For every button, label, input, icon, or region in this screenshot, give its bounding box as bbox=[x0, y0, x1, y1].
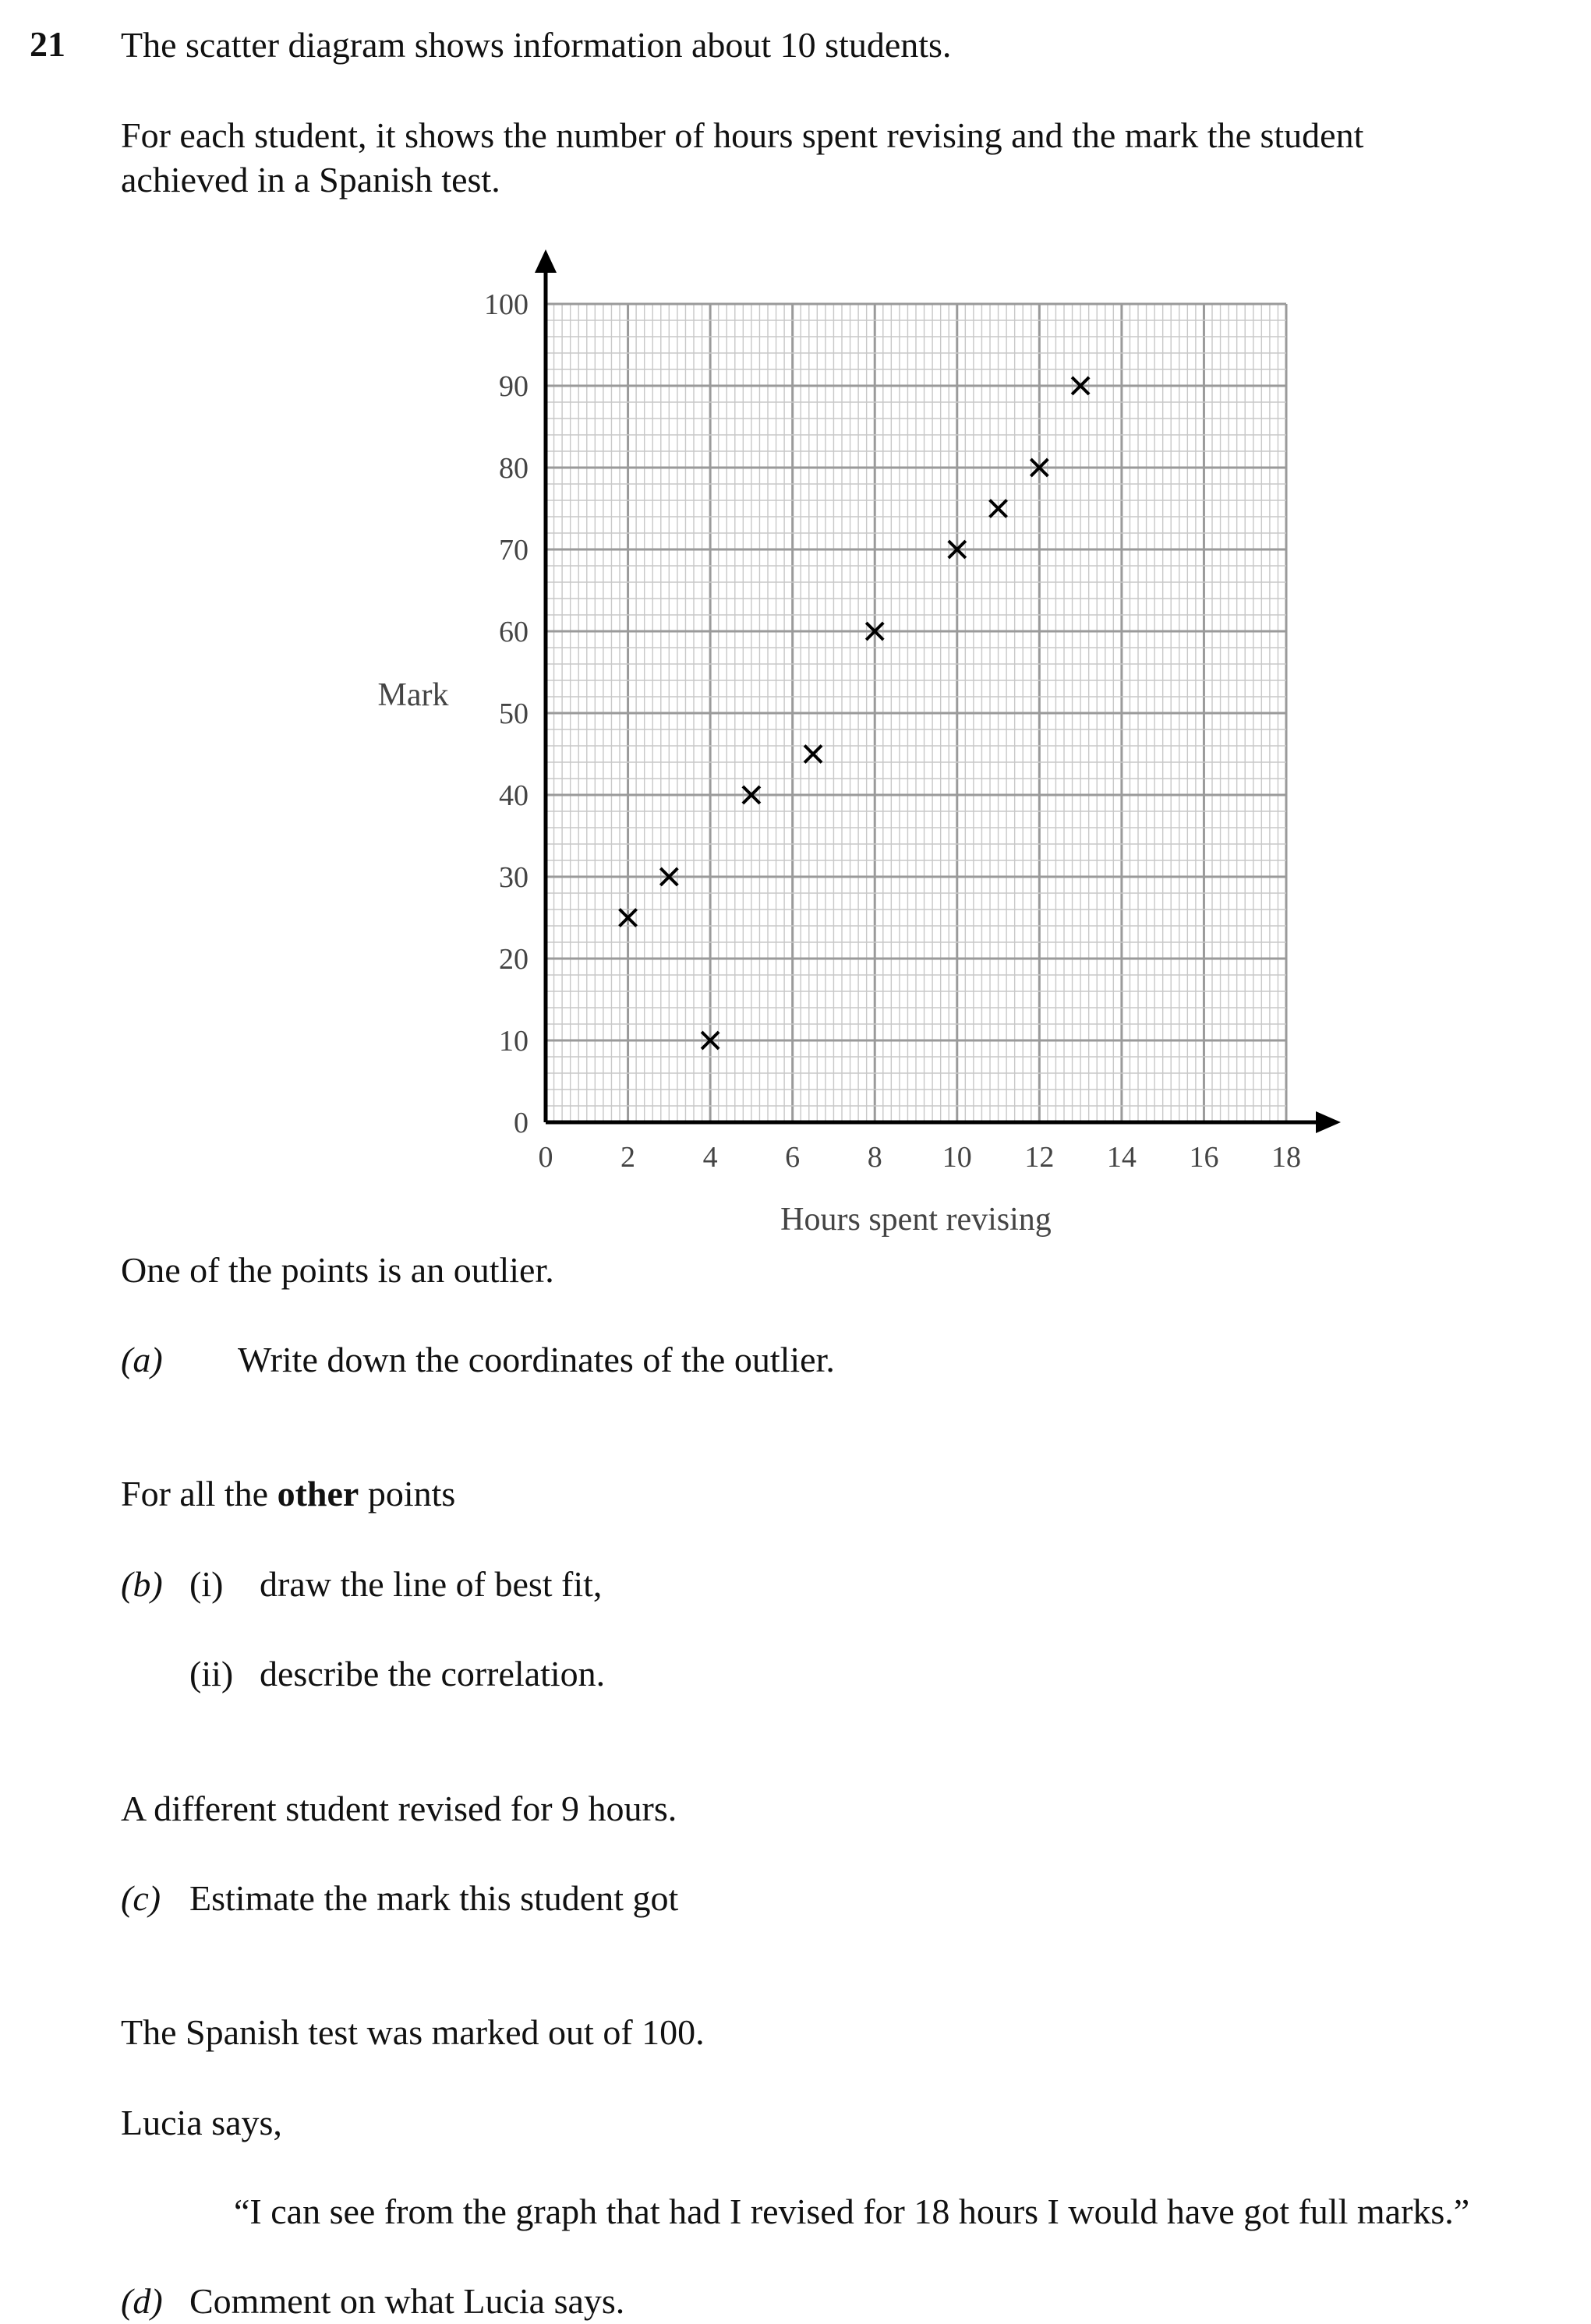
x-tick-label: 16 bbox=[1189, 1141, 1219, 1174]
lucia-says-text: Lucia says, bbox=[121, 2103, 282, 2142]
other-points-bold: other bbox=[277, 1474, 359, 1513]
part-d-text: Comment on what Lucia says. bbox=[189, 2281, 625, 2321]
part-a-text: Write down the coordinates of the outlier. bbox=[238, 1340, 835, 1379]
part-b-i-text: draw the line of best fit, bbox=[260, 1564, 603, 1604]
x-tick-label: 18 bbox=[1271, 1141, 1301, 1174]
y-tick-label: 20 bbox=[499, 943, 529, 976]
y-tick-label: 50 bbox=[499, 698, 529, 730]
intro-line-1: The scatter diagram shows information about 10 students. bbox=[121, 25, 952, 65]
part-b-ii-text: describe the correlation. bbox=[260, 1654, 606, 1694]
x-tick-label: 2 bbox=[620, 1141, 636, 1174]
part-c-label: (c) bbox=[121, 1878, 161, 1918]
x-tick-label: 12 bbox=[1024, 1141, 1055, 1174]
y-tick-label: 90 bbox=[499, 370, 529, 403]
y-tick-label: 40 bbox=[499, 779, 529, 812]
part-b-label: (b) bbox=[121, 1564, 163, 1604]
x-tick-label: 14 bbox=[1106, 1141, 1137, 1174]
x-tick-label: 4 bbox=[702, 1141, 718, 1174]
other-points-post: points bbox=[359, 1474, 456, 1513]
outlier-statement: One of the points is an outlier. bbox=[121, 1250, 554, 1290]
y-tick-label: 100 bbox=[484, 288, 529, 321]
y-tick-label: 60 bbox=[499, 616, 529, 648]
other-points-line bbox=[121, 1472, 455, 1515]
y-tick-label: 70 bbox=[499, 534, 529, 567]
y-tick-label: 0 bbox=[514, 1107, 529, 1139]
part-c-text: Estimate the mark this student got bbox=[189, 1878, 679, 1918]
part-b-ii-label: (ii) bbox=[189, 1654, 234, 1694]
lucia-quote: “I can see from the graph that had I revised for 18 hours I would have got full marks.” bbox=[234, 2192, 1470, 2231]
part-a-label: (a) bbox=[121, 1340, 163, 1379]
different-student-text: A different student revised for 9 hours. bbox=[121, 1789, 677, 1828]
intro-line-2a: For each student, it shows the number of hours spent revising and the mark the student bbox=[121, 115, 1364, 155]
grid bbox=[546, 304, 1286, 1122]
x-axis-label: Hours spent revising bbox=[780, 1202, 1052, 1238]
part-b-i-label: (i) bbox=[189, 1564, 224, 1604]
y-axis-arrow bbox=[535, 249, 557, 273]
data-point bbox=[804, 746, 822, 763]
y-tick-label: 10 bbox=[499, 1025, 529, 1058]
x-tick-label: 10 bbox=[942, 1141, 972, 1174]
other-points-pre: For all the bbox=[121, 1474, 278, 1513]
y-tick-label: 30 bbox=[499, 861, 529, 894]
x-axis-arrow bbox=[1316, 1111, 1341, 1133]
y-tick-label: 80 bbox=[499, 452, 529, 485]
x-tick-label: 6 bbox=[785, 1141, 801, 1174]
part-d-label: (d) bbox=[121, 2281, 163, 2321]
y-axis-label: Mark bbox=[377, 677, 449, 713]
intro-line-2b: achieved in a Spanish test. bbox=[121, 160, 500, 200]
x-tick-label: 0 bbox=[538, 1141, 553, 1174]
question-number: 21 bbox=[30, 24, 65, 64]
x-tick-label: 8 bbox=[867, 1141, 882, 1174]
marked-out-of-text: The Spanish test was marked out of 100. bbox=[121, 2012, 705, 2052]
scatter-chart bbox=[335, 242, 1349, 1247]
